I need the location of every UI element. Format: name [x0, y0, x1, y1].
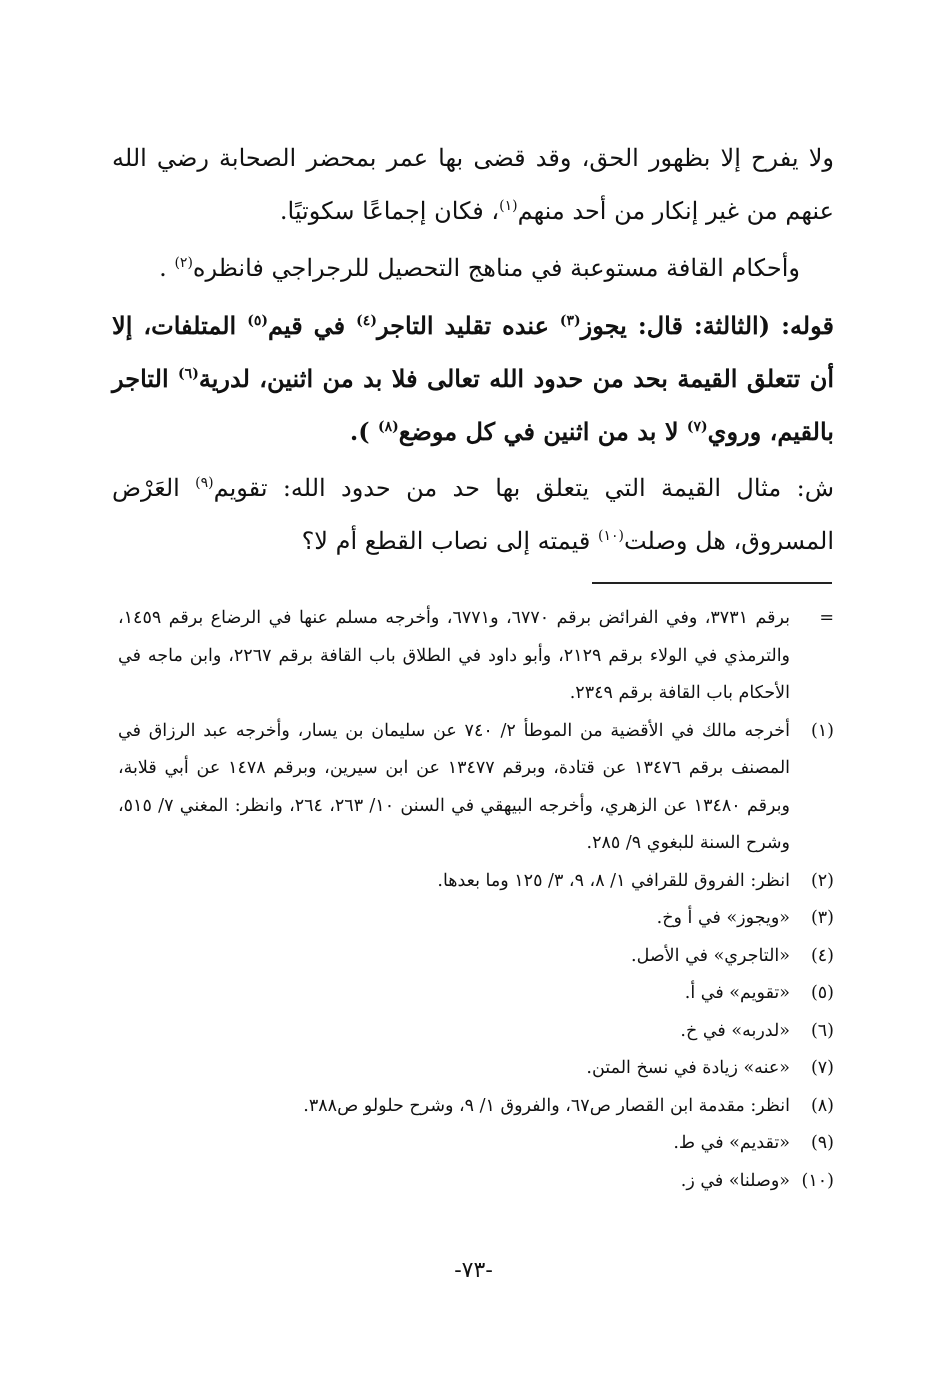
footnote-marker: =	[819, 608, 834, 628]
footnote-1	[118, 713, 834, 863]
footnote-9	[118, 1125, 834, 1163]
footnote-number: (٣)	[810, 908, 834, 928]
paragraph-3-text-d: المتلفات، إلا أن تتعلق القيمة بحد من حدود الله تعالى فلا بد من اثنين، لدرية	[112, 311, 835, 393]
footnote-ref-5[interactable]: (٥)	[247, 313, 268, 329]
paragraph-4	[112, 462, 834, 568]
footnote-number: (١٠)	[801, 1170, 834, 1191]
main-text	[112, 132, 834, 572]
footnote-6	[118, 1013, 834, 1051]
paragraph-3-text-b: عنده تقليد التاجر	[376, 311, 549, 340]
footnote-ref-8[interactable]: (٨)	[377, 419, 399, 435]
paragraph-4-text-b: العَرْض المسروق، هل وصلت	[112, 474, 834, 555]
footnote-text: برقم ٣٧٣١، وفي الفرائض برقم ٦٧٧٠، و٦٧٧١، وأخرجه مسلم عنها في الرضاع برقم ١٤٥٩، والترمذي في الولاء برقم ٢١٢٩، وأبو داود في الطلاق باب القافة برقم ٢٢٦٧، وابن ماجه في الأحكام باب القافة برقم ٢٣٤٩.	[118, 608, 791, 703]
footnote-text: «ويجوز» في أ وخ.	[656, 908, 790, 928]
footnote-text: انظر: الفروق للقرافي ١/ ٨، ٩، ٣/ ١٢٥ وما بعدها.	[437, 870, 790, 891]
footnote-text: «تقويم» في أ.	[684, 983, 790, 1003]
footnote-continued	[118, 600, 834, 713]
footnote-2	[118, 863, 834, 901]
footnote-5	[118, 975, 834, 1013]
footnote-ref-2[interactable]: (٢)	[174, 255, 193, 271]
paragraph-3-text-g: ).	[349, 417, 370, 446]
footnote-number: (٩)	[810, 1133, 834, 1153]
footnote-separator	[592, 582, 832, 584]
footnote-text: «لدربه» في خ.	[680, 1020, 790, 1041]
footnote-8	[118, 1088, 834, 1126]
footnote-number: (٨)	[810, 1095, 834, 1116]
paragraph-3-text-a: قوله: (الثالثة: قال: يجوز	[580, 311, 834, 340]
paragraph-1	[112, 132, 834, 238]
paragraph-4-text-c: قيمته إلى نصاب القطع أم لا؟	[301, 527, 591, 555]
footnote-ref-1[interactable]: (١)	[499, 198, 518, 214]
page-number: -٧٣-	[454, 1258, 493, 1283]
paragraph-2-text-b: .	[159, 254, 167, 282]
footnote-ref-6[interactable]: (٦)	[178, 366, 199, 382]
footnote-ref-10[interactable]: (١٠)	[597, 528, 624, 544]
paragraph-2	[112, 242, 834, 295]
footnote-ref-3[interactable]: (٣)	[559, 313, 581, 329]
footnote-ref-7[interactable]: (٧)	[686, 419, 708, 435]
footnote-ref-9[interactable]: (٩)	[195, 475, 214, 491]
footnote-ref-4[interactable]: (٤)	[356, 313, 377, 329]
footnote-number: (٥)	[810, 983, 834, 1003]
footnote-7	[118, 1050, 834, 1088]
footnote-number: (٤)	[810, 945, 834, 966]
footnote-10	[118, 1163, 834, 1201]
footnote-number: (٧)	[810, 1058, 834, 1078]
footnote-text: «عنه» زيادة في نسخ المتن.	[586, 1058, 790, 1078]
footnote-text: «تقديم» في ط.	[673, 1133, 790, 1153]
footnote-text: «وصلنا» في ز.	[680, 1170, 790, 1191]
paragraph-3-text-e: التاجر بالقيم، وروي	[112, 364, 834, 446]
footnote-3	[118, 900, 834, 938]
paragraph-1-text-a: ولا يفرح إلا بظهور الحق، وقد قضى بها عمر بمحضر الصحابة رضي الله عنهم من غير إنكار من أحد منهم	[112, 144, 834, 225]
footnote-text: أخرجه مالك في الأقضية من الموطأ ٢/ ٧٤٠ عن سليمان بن يسار، وأخرجه عبد الرزاق في المصنف برقم ١٣٤٧٦ عن قتادة، وبرقم ١٣٤٧٧ عن ابن سيرين، وبرقم ١٤٧٨ عن أبي قلابة، وبرقم ١٣٤٨٠ عن الزهري، وأخرجه البيهقي في السنن ١٠/ ٢٦٣، ٢٦٤، وانظر: المغني ٧/ ٥١٥، وشرح السنة للبغوي ٩/ ٢٨٥.	[118, 720, 791, 853]
footnote-text: انظر: مقدمة ابن القصار ص٦٧، والفروق ١/ ٩، وشرح حلولو ص٣٨٨.	[303, 1095, 790, 1116]
footnotes	[118, 600, 834, 1200]
footnote-4	[118, 938, 834, 976]
paragraph-3-text-f: لا بد من اثنين في كل موضع	[398, 417, 679, 446]
paragraph-3-quote	[112, 299, 834, 458]
paragraph-3-text-c: في قيم	[267, 311, 346, 340]
footnote-number: (٦)	[810, 1020, 834, 1041]
paragraph-1-text-b: ، فكان إجماعًا سكوتيًا.	[279, 197, 500, 225]
footnote-number: (٢)	[810, 870, 834, 891]
paragraph-4-text-a: ش: مثال القيمة التي يتعلق بها حد من حدود الله: تقويم	[213, 474, 834, 502]
paragraph-2-text-a: وأحكام القافة مستوعبة في مناهج التحصيل للرجراجي فانظره	[192, 254, 800, 282]
footnote-number: (١)	[810, 720, 834, 741]
footnote-text: «التاجري» في الأصل.	[631, 945, 790, 966]
